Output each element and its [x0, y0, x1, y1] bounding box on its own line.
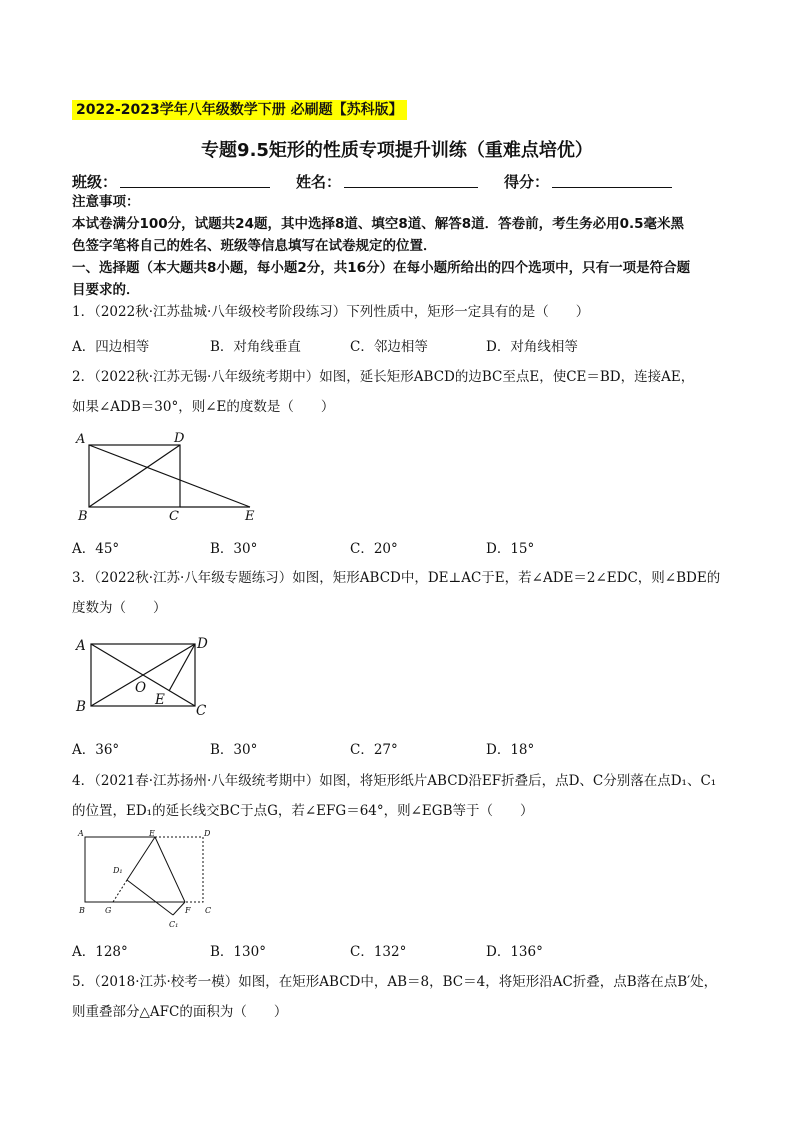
- option-c[interactable]: C．邻边相等: [350, 339, 428, 355]
- option-d[interactable]: D．对角线相等: [486, 339, 578, 355]
- question-2-figure: [70, 426, 270, 526]
- label-e: E: [245, 509, 255, 524]
- notes-line-1: 本试卷满分100分，试题共24题，其中选择8道、填空8道、解答8道．答卷前，考生务必用0.5毫米黑: [72, 216, 685, 232]
- option-b[interactable]: B．30°: [210, 541, 258, 557]
- extension-ed1-to-g: [113, 880, 127, 902]
- option-c[interactable]: C．20°: [350, 541, 398, 557]
- option-c[interactable]: C．27°: [350, 742, 398, 758]
- option-d[interactable]: D．136°: [486, 944, 543, 960]
- question-5-line-1: 5．（2018·江苏·校考一模）如图，在矩形ABCD中，AB＝8，BC＝4，将矩形沿AC折叠，点B落在点B′处，: [72, 974, 718, 990]
- label-b: B: [76, 699, 86, 715]
- section1-line-2: 目要求的．: [72, 282, 140, 298]
- question-1: [72, 297, 724, 327]
- name-label: 姓名：: [296, 173, 342, 191]
- segment-de: [169, 644, 195, 691]
- folded-away-part: [155, 837, 203, 902]
- question-2-line-2: 如果∠ADB＝30°，则∠E的度数是（ ）: [72, 399, 335, 415]
- class-blank[interactable]: [120, 186, 270, 188]
- label-c1: C₁: [169, 920, 179, 929]
- label-a: A: [76, 638, 86, 654]
- question-4-figure: [75, 827, 225, 931]
- info-row: [72, 171, 722, 191]
- page-title: 专题9.5矩形的性质专项提升训练（重难点培优）: [201, 140, 593, 161]
- question-2-options: [72, 537, 724, 557]
- question-2: [72, 362, 724, 422]
- question-4-line-1: 4．（2021春·江苏扬州·八年级统考期中）如图，将矩形纸片ABCD沿EF折叠后，点D、C分别落在点D₁、C₁: [72, 773, 717, 789]
- question-3-line-2: 度数为（ ）: [72, 600, 167, 616]
- label-d: D: [204, 829, 211, 838]
- label-c: C: [196, 703, 207, 719]
- option-d[interactable]: D．18°: [486, 742, 535, 758]
- label-c: C: [205, 906, 212, 915]
- label-e: E: [155, 692, 165, 708]
- question-4-options: [72, 940, 724, 960]
- label-d: D: [197, 636, 208, 652]
- header-tag: 2022-2023学年八年级数学下册 必刷题【苏科版】: [72, 100, 407, 120]
- label-d1: D₁: [113, 866, 123, 875]
- segment-c1f: [173, 902, 185, 915]
- label-o: O: [135, 680, 147, 696]
- option-a[interactable]: A．36°: [72, 742, 120, 758]
- question-4: [72, 766, 724, 826]
- question-3-figure: [70, 629, 230, 721]
- question-3-options: [72, 738, 724, 758]
- class-label: 班级：: [72, 173, 118, 191]
- question-1-options: [72, 335, 724, 355]
- notes-heading: 注意事项：: [72, 194, 140, 210]
- option-c[interactable]: C．132°: [350, 944, 407, 960]
- option-a[interactable]: A．45°: [72, 541, 120, 557]
- score-blank[interactable]: [552, 186, 672, 188]
- segment-bd: [89, 445, 180, 507]
- segment-ed1: [127, 837, 155, 880]
- option-b[interactable]: B．30°: [210, 742, 258, 758]
- label-d: D: [174, 431, 185, 446]
- label-c: C: [169, 509, 179, 524]
- notes-line-2: 色签字笔将自己的姓名、班级等信息填写在试卷规定的位置．: [72, 238, 437, 254]
- question-5-line-2: 则重叠部分△AFC的面积为（ ）: [72, 1004, 288, 1020]
- label-b: B: [79, 906, 85, 915]
- question-3-line-1: 3．（2022秋·江苏·八年级专题练习）如图，矩形ABCD中，DE⊥AC于E，若∠ADE＝2∠EDC，则∠BDE的: [72, 570, 721, 586]
- segment-d1c1: [127, 880, 173, 915]
- label-a: A: [76, 432, 86, 447]
- question-5: [72, 967, 724, 1027]
- segment-ae: [89, 445, 250, 507]
- section1-line-1: 一、选择题（本大题共8小题，每小题2分，共16分）在每小题所给出的四个选项中，只有一项是符合题: [72, 260, 691, 276]
- question-3: [72, 563, 724, 623]
- question-1-text: 1．（2022秋·江苏盐城·八年级校考阶段练习）下列性质中，矩形一定具有的是（ ）: [72, 304, 590, 320]
- question-2-line-1: 2．（2022秋·江苏无锡·八年级统考期中）如图，延长矩形ABCD的边BC至点E，使CE＝BD，连接AE，: [72, 369, 695, 385]
- option-a[interactable]: A．四边相等: [72, 339, 150, 355]
- option-d[interactable]: D．15°: [486, 541, 535, 557]
- name-blank[interactable]: [344, 186, 478, 188]
- option-b[interactable]: B．130°: [210, 944, 266, 960]
- score-label: 得分：: [504, 173, 550, 191]
- label-a: A: [78, 829, 84, 838]
- option-a[interactable]: A．128°: [72, 944, 128, 960]
- label-e: E: [149, 829, 155, 838]
- label-f: F: [185, 906, 191, 915]
- option-b[interactable]: B．对角线垂直: [210, 339, 301, 355]
- label-b: B: [78, 509, 88, 524]
- fold-line-ef: [155, 837, 185, 902]
- question-4-line-2: 的位置，ED₁的延长线交BC于点G，若∠EFG＝64°，则∠EGB等于（ ）: [72, 803, 534, 819]
- label-g: G: [105, 906, 112, 915]
